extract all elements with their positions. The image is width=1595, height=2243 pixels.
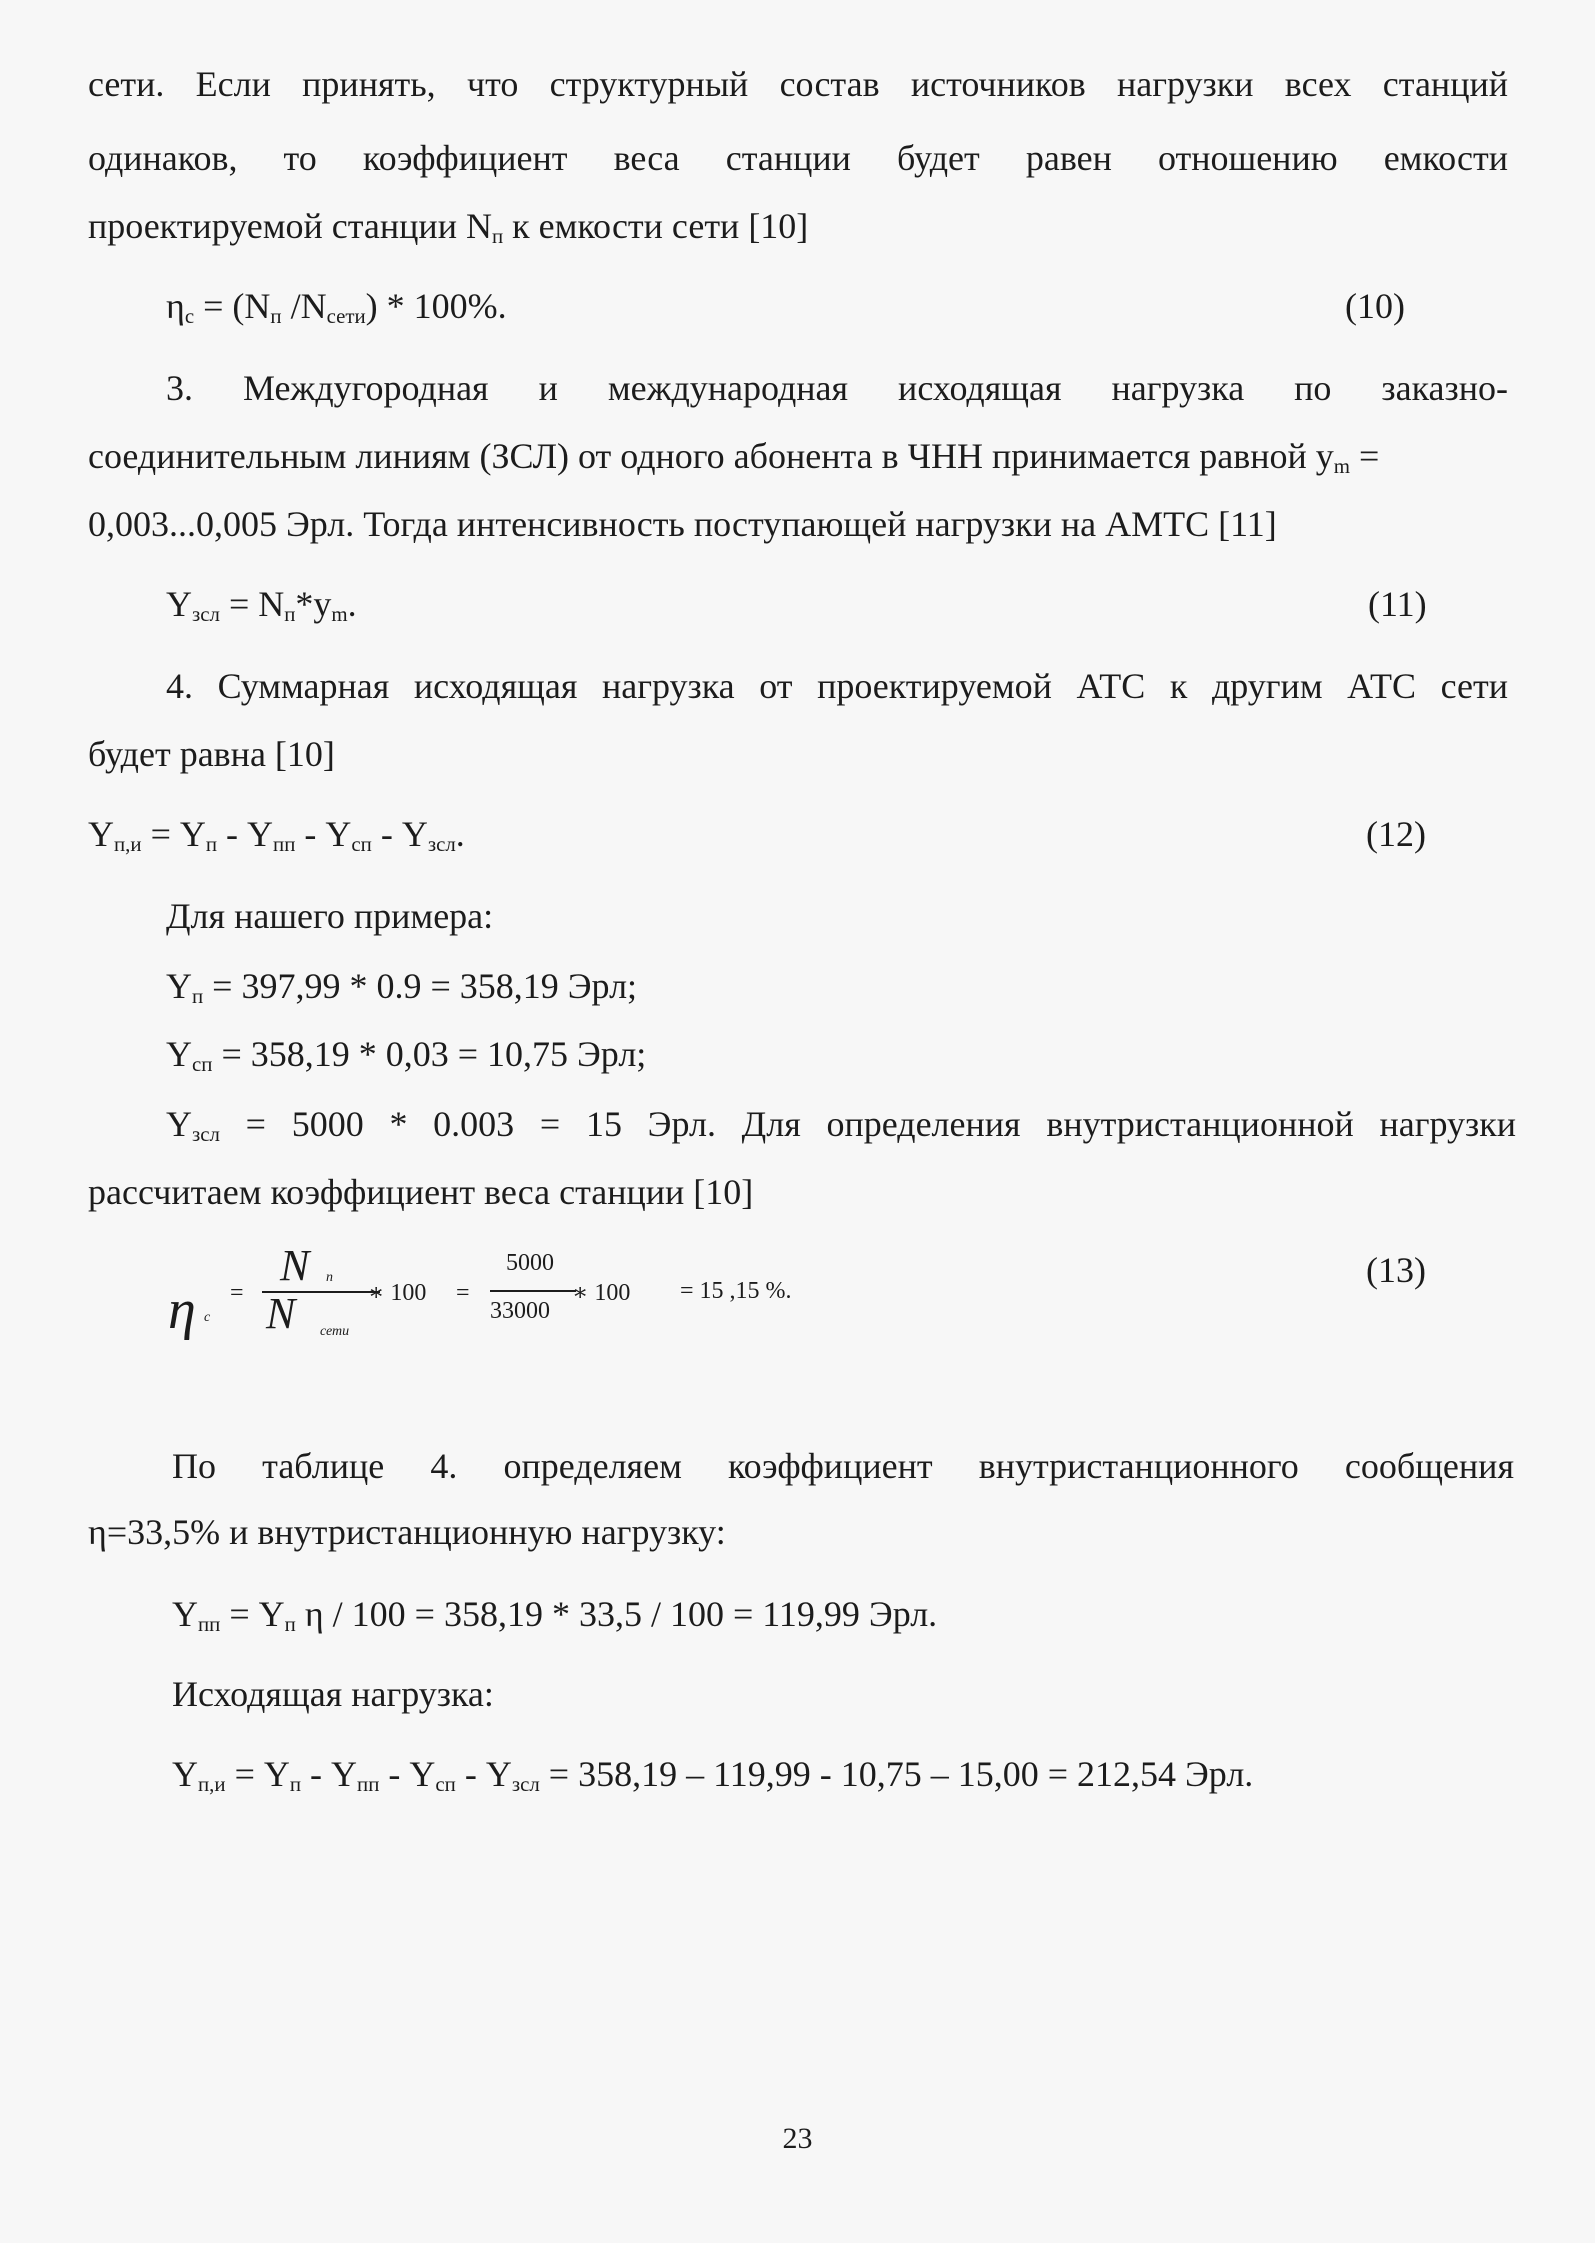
numerator-subscript: п bbox=[326, 1270, 333, 1285]
formula-10: $\eta_c = (N_п$ $/N_{сети}) * 100\%$. bbox=[166, 286, 507, 329]
paragraph-line: проектируемой станции $N_п$ к емкости сети [10] bbox=[88, 206, 809, 249]
denominator-subscript: сети bbox=[320, 1324, 350, 1339]
formula-11: $Y_{зсл} = N_п*y_m$. bbox=[166, 584, 357, 627]
example-row: $Y_{зсл} = 5000 * 0.003 = 15$ Эрл. Для определения внутристанционной нагрузки bbox=[166, 1104, 1516, 1147]
outgoing-label: Исходящая нагрузка: bbox=[172, 1674, 494, 1714]
formula-13 bbox=[160, 1241, 860, 1348]
eta-symbol: η bbox=[168, 1279, 196, 1341]
denominator-n: N bbox=[266, 1289, 296, 1338]
multiply-100: ∗ 100 bbox=[572, 1280, 631, 1306]
equation-number-10: (10) bbox=[1345, 286, 1405, 326]
page-number: 23 bbox=[782, 2122, 813, 2155]
denominator-value: 33000 bbox=[490, 1298, 550, 1324]
multiply-100: ∗ 100 bbox=[368, 1280, 427, 1306]
equation-number-12: (12) bbox=[1366, 814, 1426, 854]
result: = 15 ,15 %. bbox=[680, 1278, 792, 1304]
numerator-n: N bbox=[280, 1241, 310, 1290]
formula-12: $Y_{п,и} = Y_п - Y_{пп} - Y_{сп} - Y_{зсл}$. bbox=[88, 814, 465, 857]
paragraph-line: рассчитаем коэффициент веса станции [10] bbox=[88, 1172, 754, 1212]
example-row: $Y_{сп} = 358,19 * 0,03 = 10,75$ Эрл; bbox=[166, 1034, 647, 1077]
equation-number-13: (13) bbox=[1366, 1250, 1426, 1290]
formula-ypp: $Y_{пп} = Y_п$ η / 100 = 358,19 * 33,5 / 100 = 119,99 Эрл. bbox=[172, 1594, 938, 1637]
numerator-value: 5000 bbox=[506, 1250, 554, 1276]
equals-sign: = bbox=[456, 1280, 470, 1306]
paragraph-line: сети. Если принять, что структурный состав источников нагрузки всех станций bbox=[88, 64, 1508, 104]
paragraph-line: По таблице 4. определяем коэффициент внутристанционного сообщения bbox=[172, 1446, 1514, 1486]
paragraph-line: одинаков, то коэффициент веса станции будет равен отношению емкости bbox=[88, 138, 1508, 178]
paragraph-line: η=33,5% и внутристанционную нагрузку: bbox=[88, 1512, 726, 1552]
example-row: $Y_п = 397,99 * 0.9 = 358,19$ Эрл; bbox=[166, 966, 638, 1009]
paragraph-line: будет равна [10] bbox=[88, 734, 335, 774]
example-heading: Для нашего примера: bbox=[166, 896, 494, 936]
paragraph-line: 3. Междугородная и международная исходящая нагрузка по заказно- bbox=[166, 368, 1508, 408]
eta-subscript: c bbox=[204, 1310, 211, 1325]
equals-sign: = bbox=[230, 1280, 244, 1306]
paragraph-line: 4. Суммарная исходящая нагрузка от проектируемой АТС к другим АТС сети bbox=[166, 666, 1508, 706]
paragraph-line: соединительным линиям (ЗСЛ) от одного абонента в ЧНН принимается равной $y_m$ = bbox=[88, 436, 1380, 479]
paragraph-line: 0,003...0,005 Эрл. Тогда интенсивность поступающей нагрузки на АМТС [11] bbox=[88, 504, 1277, 544]
formula-outgoing: $Y_{п,и} = Y_п - Y_{пп} - Y_{сп} - Y_{зсл} = 358,19 - 119,99 - 10,75 - 15,00 = 212,54$ Эрл. bbox=[172, 1754, 1254, 1797]
fraction-bar bbox=[490, 1290, 576, 1292]
equation-number-11: (11) bbox=[1368, 584, 1427, 624]
